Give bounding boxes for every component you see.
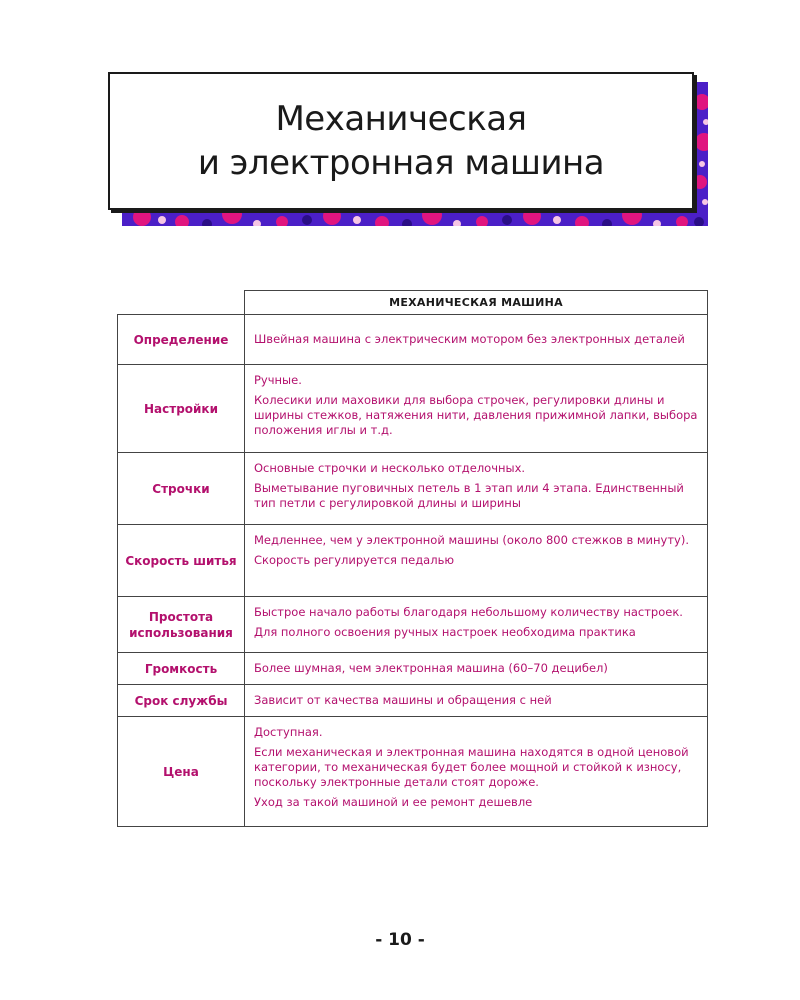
description-line: Если механическая и электронная машина находятся в одной ценовой категории, то механическая будет более мощной и стойкой к износу, поскольку электронные детали стоят дороже. [254, 745, 689, 789]
table-row [118, 685, 708, 717]
page-number: - 10 - [375, 930, 425, 950]
row-description [245, 365, 708, 453]
title-line-2: и электронная машина [197, 143, 605, 183]
description-line: Более шумная, чем электронная машина (60–70 децибел) [254, 661, 608, 675]
table-header-row [118, 291, 708, 315]
row-description [245, 453, 708, 525]
description-line: Зависит от качества машины и обращения с ней [254, 693, 552, 707]
description-line: Медленнее, чем у электронной машины (около 800 стежков в минуту). [254, 533, 690, 547]
row-description [245, 315, 708, 365]
row-description [245, 653, 708, 685]
description-line: Для полного освоения ручных настроек необходима практика [254, 625, 636, 639]
row-description [245, 597, 708, 653]
row-description [245, 525, 708, 597]
description-line: Доступная. [254, 725, 323, 739]
row-label: Простота использования [118, 597, 245, 653]
title-banner [108, 72, 708, 227]
row-label: Цена [118, 717, 245, 827]
row-description [245, 717, 708, 827]
column-header: МЕХАНИЧЕСКАЯ МАШИНА [245, 291, 708, 315]
table-row [118, 525, 708, 597]
empty-corner-cell [118, 291, 245, 315]
row-label: Определение [118, 315, 245, 365]
table-row [118, 315, 708, 365]
row-description [245, 685, 708, 717]
description-line: Быстрое начало работы благодаря небольшому количеству настроек. [254, 605, 683, 619]
row-label: Настройки [118, 365, 245, 453]
table-row [118, 653, 708, 685]
table-row [118, 453, 708, 525]
description-line: Скорость регулируется педалью [254, 553, 455, 567]
comparison-table [117, 290, 708, 827]
table-row [118, 717, 708, 827]
row-label: Строчки [118, 453, 245, 525]
title-line-1: Механическая [275, 99, 527, 139]
table-row [118, 597, 708, 653]
description-line: Колесики или маховики для выбора строчек, регулировки длины и ширины стежков, натяжения нити, давления прижимной лапки, выбора положения иглы и т.д. [254, 393, 698, 437]
description-line: Основные строчки и несколько отделочных. [254, 461, 526, 475]
title-box [108, 72, 694, 210]
row-label: Скорость шитья [118, 525, 245, 597]
description-line: Уход за такой машиной и ее ремонт дешевле [254, 795, 533, 809]
row-label: Срок службы [118, 685, 245, 717]
description-line: Ручные. [254, 373, 302, 387]
table-row [118, 365, 708, 453]
page-title [198, 97, 604, 185]
description-line: Выметывание пуговичных петель в 1 этап или 4 этапа. Единственный тип петли с регулировкой длины и ширины [254, 481, 684, 510]
description-line: Швейная машина с электрическим мотором без электронных деталей [254, 332, 685, 346]
row-label: Громкость [118, 653, 245, 685]
